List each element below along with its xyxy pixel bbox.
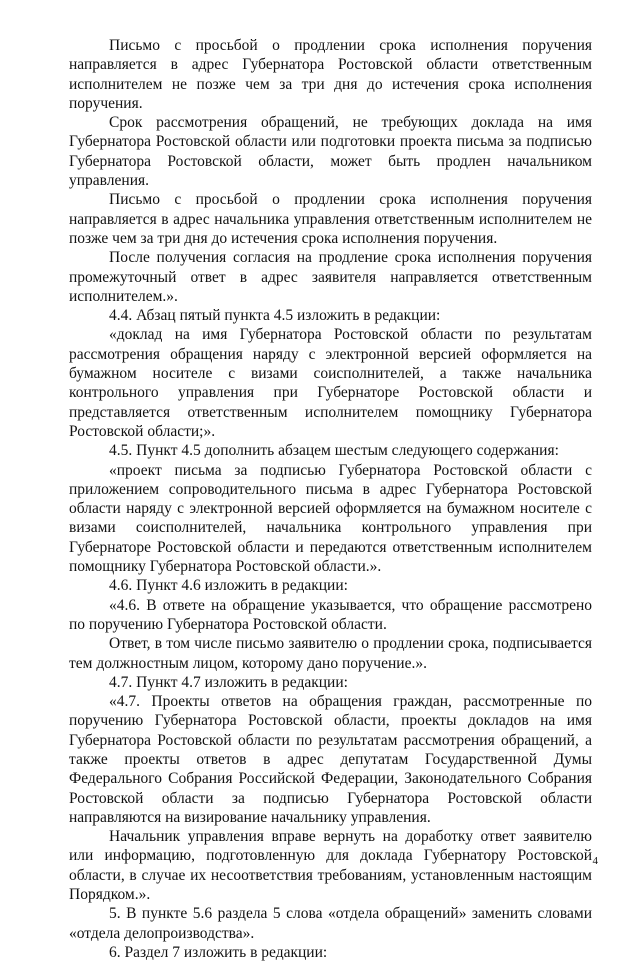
- paragraph: «доклад на имя Губернатора Ростовской области по результатам рассмотрения обращения наряду с электронной версией оформляется на бумажном носителе с визами соисполнителей, а также начальника контрольного управления при Губернаторе Ростовской области и представляется ответственным исполнителем помощнику Губернатора Ростовской области;».: [69, 326, 592, 440]
- paragraph: «4.7. Проекты ответов на обращения граждан, рассмотренные по поручению Губернатора Ростовской области, проекты докладов на имя Губернатора Ростовской области по результатам рассмотрения обращений, а также проекты ответов в адрес депутатам Государственной Думы Федерального Собрания Российской Федерации, Законодательного Собрания Ростовской области за подписью Губернатора Ростовской области направляются на визирование начальнику управления.: [69, 693, 592, 826]
- paragraph: Письмо с просьбой о продлении срока исполнения поручения направляется в адрес Губернатора Ростовской области ответственным исполнителем не позже чем за три дня до истечения срока исполнения поручения.: [69, 37, 592, 112]
- paragraph: 4.7. Пункт 4.7 изложить в редакции:: [109, 673, 348, 691]
- document-body: [69, 36, 592, 962]
- paragraph: «проект письма за подписью Губернатора Ростовской области с приложением сопроводительного письма в адрес Губернатора Ростовской области наряду с электронной версией оформляется на бумажном носителе с визами соисполнителей, начальника контрольного управления при Губернаторе Ростовской области и передаются ответственным исполнителем помощнику Губернатора Ростовской области.».: [69, 461, 592, 576]
- page-number: 4: [592, 855, 598, 867]
- paragraph: Письмо с просьбой о продлении срока исполнения поручения направляется в адрес начальника управления ответственным исполнителем не позже чем за три дня до истечения срока исполнения поручения.: [69, 191, 592, 247]
- paragraph: После получения согласия на продление срока исполнения поручения промежуточный ответ в адрес заявителя направляется ответственным исполнителем.».: [69, 249, 592, 305]
- paragraph: «4.6. В ответе на обращение указывается, что обращение рассмотрено по поручению Губернатора Ростовской области.: [69, 596, 592, 633]
- paragraph: Срок рассмотрения обращений, не требующих доклада на имя Губернатора Ростовской области или подготовки проекта письма за подписью Губернатора Ростовской области, может быть продлен начальником управления.: [69, 114, 592, 190]
- paragraph: 5. В пункте 5.6 раздела 5 слова «отдела обращений» заменить словами «отдела делопроизводства».: [69, 905, 592, 942]
- paragraph: Ответ, в том числе письмо заявителю о продлении срока, подписывается тем должностным лицом, которому дано поручение.».: [69, 635, 592, 672]
- paragraph: 6. Раздел 7 изложить в редакции:: [109, 943, 328, 961]
- paragraph: 4.4. Абзац пятый пункта 4.5 изложить в редакции:: [109, 307, 441, 325]
- paragraph: 4.6. Пункт 4.6 изложить в редакции:: [109, 577, 348, 595]
- paragraph: 4.5. Пункт 4.5 дополнить абзацем шестым следующего содержания:: [109, 442, 559, 460]
- paragraph: Начальник управления вправе вернуть на доработку ответ заявителю или информацию, подготовленную для доклада Губернатору Ростовской области, в случае их несоответствия требованиям, установленным настоящим Порядком.».: [69, 828, 592, 904]
